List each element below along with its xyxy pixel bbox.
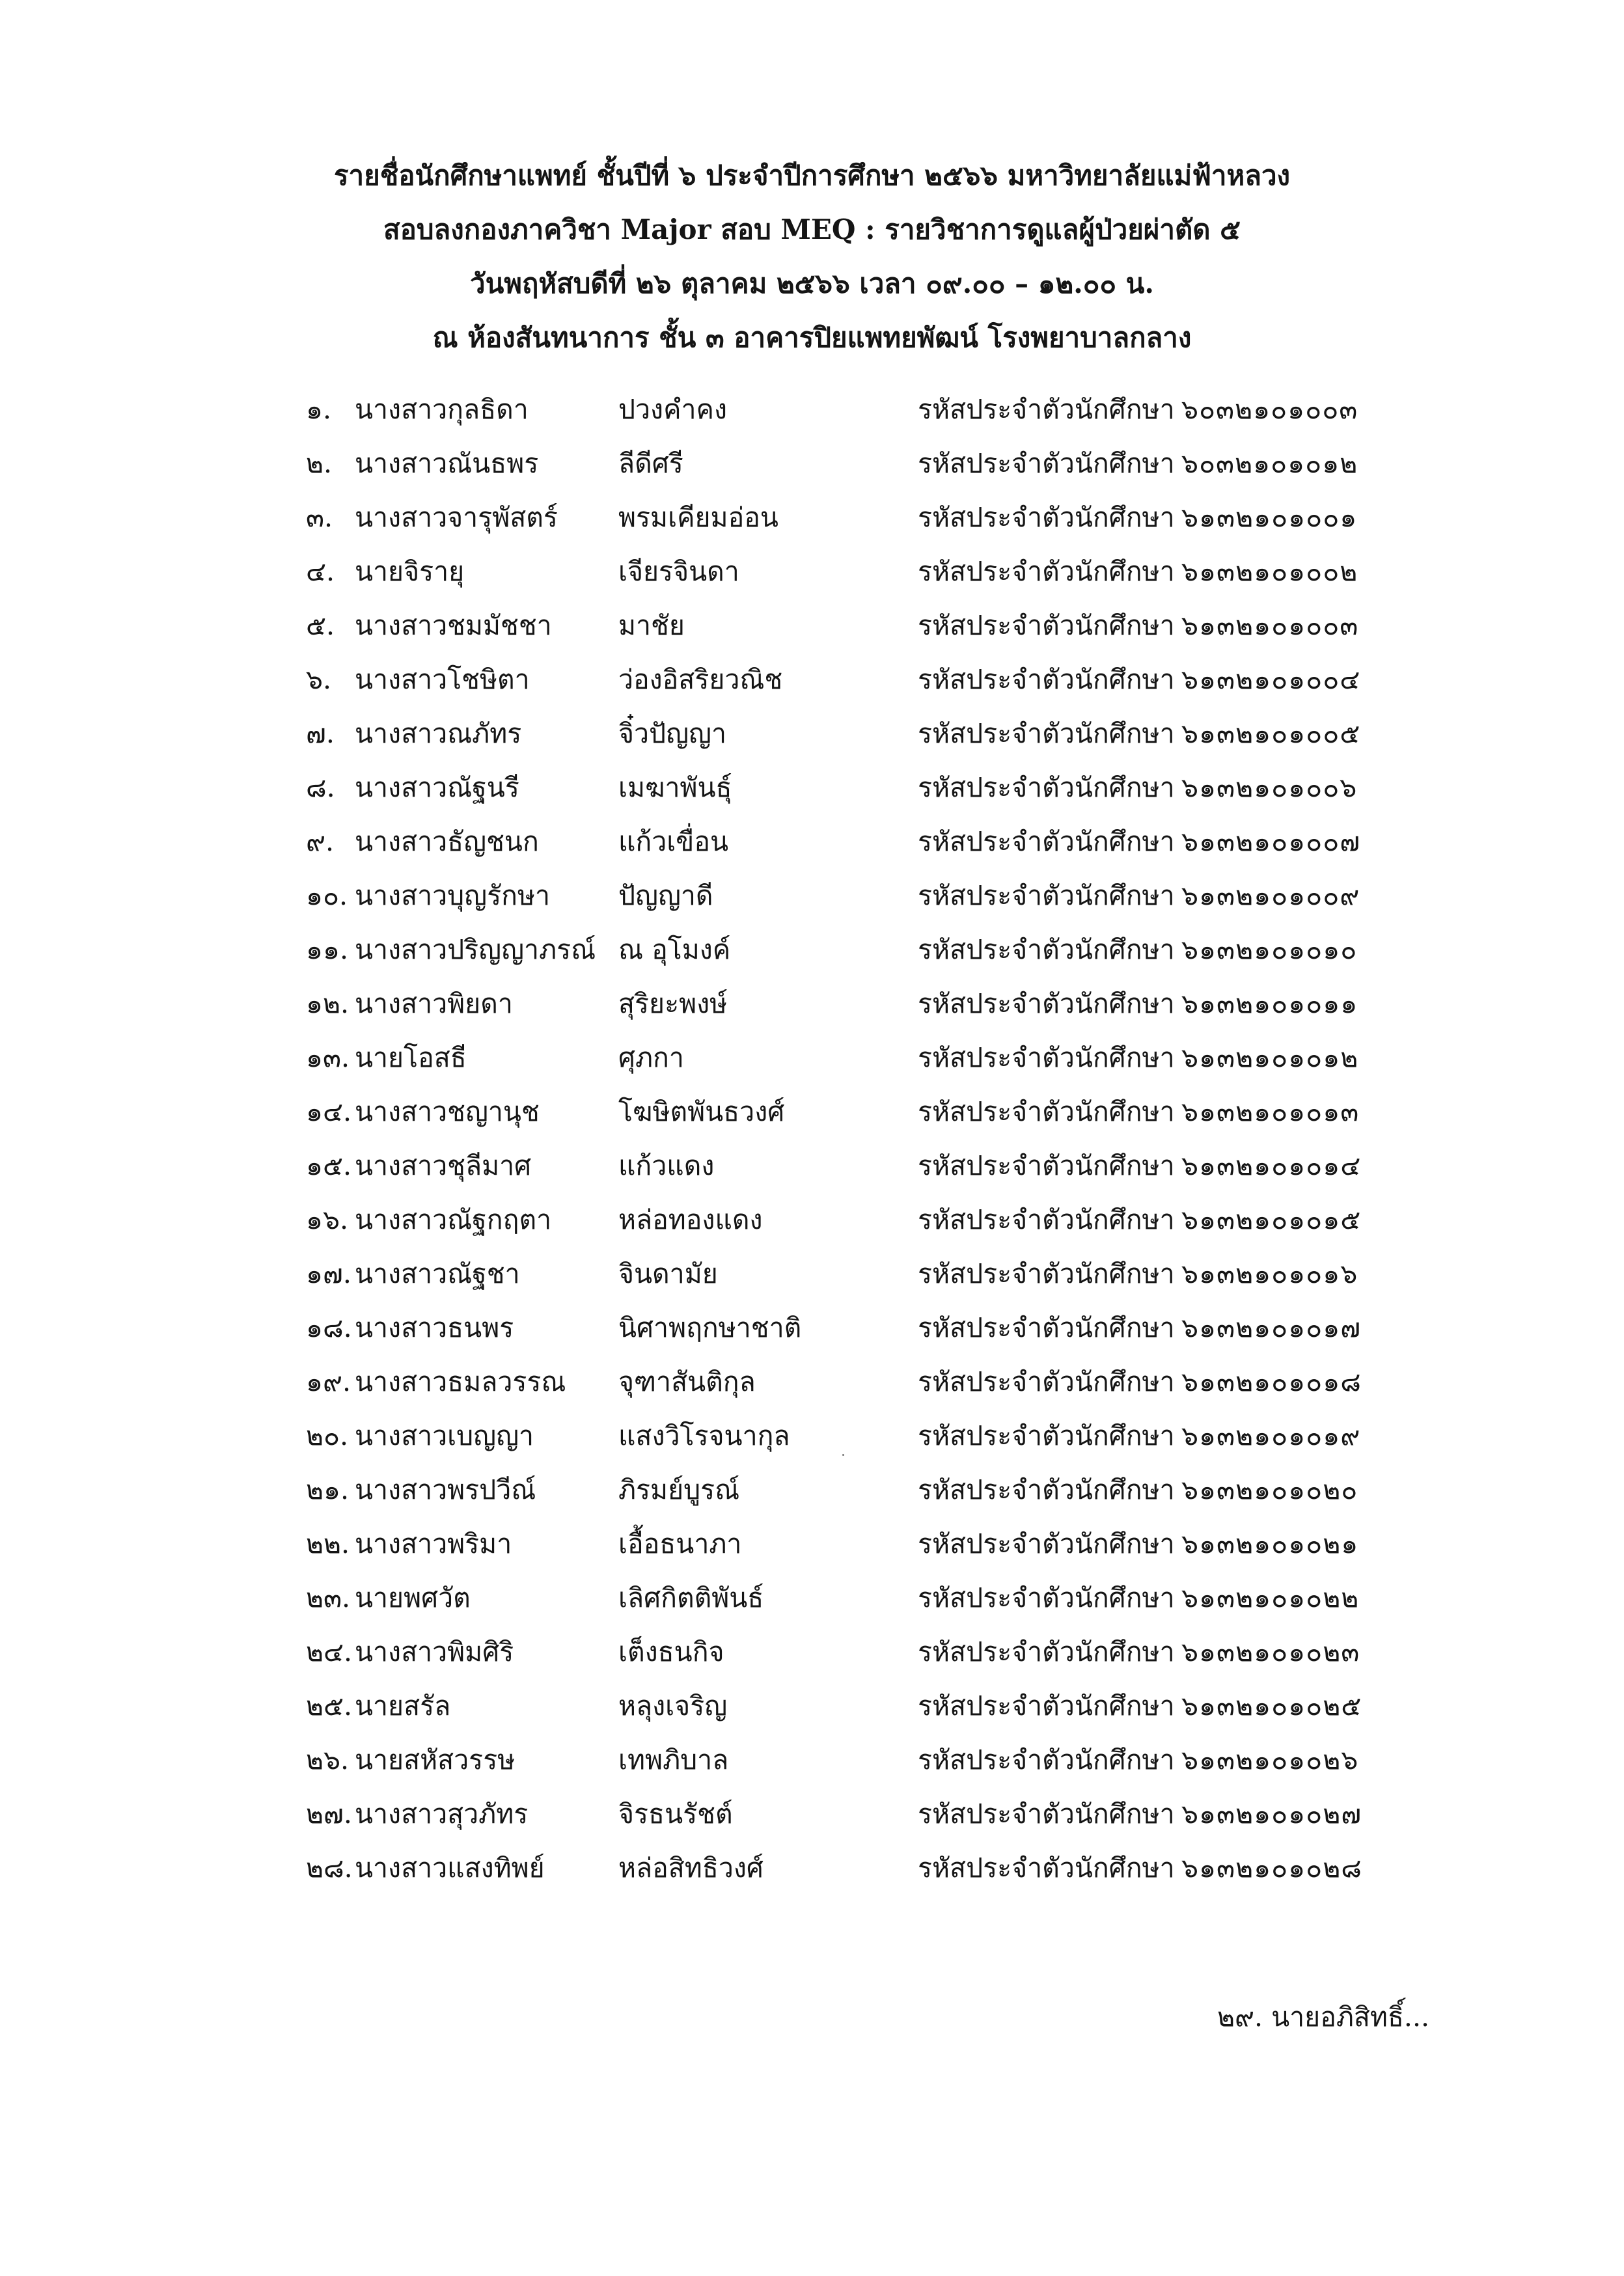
student-id-label: รหัสประจำตัวนักศึกษา bbox=[918, 610, 1175, 641]
student-surname: เทพภิบาล bbox=[618, 1744, 729, 1776]
student-id-label: รหัสประจำตัวนักศึกษา bbox=[918, 1096, 1175, 1127]
student-id: ๖๑๓๒๑๐๑๐๒๗ bbox=[1181, 1798, 1362, 1830]
row-number: ๑๐. bbox=[306, 880, 348, 911]
row-number: ๓. bbox=[306, 502, 333, 533]
student-name: นางสาวแสงทิพย์ bbox=[355, 1852, 545, 1884]
row-number: ๒๔. bbox=[306, 1636, 353, 1667]
row-number: ๑๗. bbox=[306, 1258, 351, 1289]
row-number: ๑๘. bbox=[306, 1312, 352, 1343]
continuation-note: ๒๙. นายอภิสิทธิ์... bbox=[1217, 2001, 1430, 2033]
student-surname: ณ อุโมงค์ bbox=[618, 934, 731, 965]
student-surname: หลุงเจริญ bbox=[618, 1690, 728, 1721]
student-name: นางสาวณัฐชา bbox=[355, 1258, 520, 1289]
student-name: นางสาวจารุพัสตร์ bbox=[355, 502, 558, 533]
student-surname: เจียรจินดา bbox=[618, 556, 739, 587]
row-number: ๕. bbox=[306, 610, 335, 641]
list-item bbox=[0, 869, 1624, 923]
student-surname: ลีดีศรี bbox=[618, 448, 683, 479]
list-item bbox=[0, 1517, 1624, 1571]
list-item bbox=[0, 1733, 1624, 1787]
list-item bbox=[0, 1301, 1624, 1355]
student-name: นางสาวณภัทร bbox=[355, 718, 522, 749]
list-item bbox=[0, 653, 1624, 707]
list-item bbox=[0, 1085, 1624, 1139]
row-number: ๙. bbox=[306, 826, 335, 857]
student-surname: เลิศกิตติพันธ์ bbox=[618, 1582, 764, 1613]
student-id: ๖๑๓๒๑๐๑๐๒๓ bbox=[1181, 1636, 1360, 1667]
row-number: ๒๓. bbox=[306, 1582, 351, 1613]
student-id-label: รหัสประจำตัวนักศึกษา bbox=[918, 1744, 1175, 1776]
student-surname: แสงวิโรจนากุล bbox=[618, 1420, 790, 1451]
student-name: นายพศวัต bbox=[355, 1582, 471, 1613]
student-id-label: รหัสประจำตัวนักศึกษา bbox=[918, 394, 1175, 425]
student-id: ๖๑๓๒๑๐๑๐๐๑ bbox=[1181, 502, 1358, 533]
student-name: นางสาวปริญญาภรณ์ bbox=[355, 934, 596, 965]
student-id: ๖๑๓๒๑๐๑๐๑๑ bbox=[1181, 988, 1358, 1019]
student-surname: แก้วแดง bbox=[618, 1150, 715, 1181]
student-id: ๖๑๓๒๑๐๑๐๒๐ bbox=[1181, 1474, 1358, 1505]
list-item bbox=[0, 1571, 1624, 1625]
student-id: ๖๑๓๒๑๐๑๐๑๒ bbox=[1181, 1042, 1359, 1073]
student-name: นายจิรายุ bbox=[355, 556, 465, 587]
row-number: ๑. bbox=[306, 394, 332, 425]
student-surname: หล่อสิทธิวงศ์ bbox=[618, 1852, 764, 1884]
student-name: นายสหัสวรรษ bbox=[355, 1744, 516, 1776]
student-name: นางสาวชมมัชชา bbox=[355, 610, 552, 641]
student-name: นางสาวพิมศิริ bbox=[355, 1636, 514, 1667]
student-name: นางสาวพิยดา bbox=[355, 988, 513, 1019]
student-id: ๖๑๓๒๑๐๑๐๒๒ bbox=[1181, 1582, 1360, 1613]
student-id: ๖๑๓๒๑๐๑๐๐๖ bbox=[1181, 772, 1358, 803]
row-number: ๑๓. bbox=[306, 1042, 350, 1073]
student-id: ๖๑๓๒๑๐๑๐๐๓ bbox=[1181, 610, 1359, 641]
student-id-label: รหัสประจำตัวนักศึกษา bbox=[918, 934, 1175, 965]
list-item bbox=[0, 1841, 1624, 1895]
row-number: ๒๐. bbox=[306, 1420, 349, 1451]
list-item bbox=[0, 1463, 1624, 1517]
student-name: นางสาวธมลวรรณ bbox=[355, 1366, 566, 1397]
row-number: ๒๕. bbox=[306, 1690, 353, 1721]
list-item bbox=[0, 383, 1624, 437]
list-item bbox=[0, 923, 1624, 977]
student-id: ๖๑๓๒๑๐๑๐๑๗ bbox=[1181, 1312, 1362, 1343]
student-id: ๖๑๓๒๑๐๑๐๒๕ bbox=[1181, 1690, 1362, 1721]
student-id: ๖๑๓๒๑๐๑๐๑๕ bbox=[1181, 1204, 1362, 1235]
student-name: นายสรัล bbox=[355, 1690, 451, 1721]
student-id: ๖๑๓๒๑๐๑๐๐๙ bbox=[1181, 880, 1360, 911]
student-name: นายโอสธี bbox=[355, 1042, 467, 1073]
list-item bbox=[0, 977, 1624, 1031]
student-id-label: รหัสประจำตัวนักศึกษา bbox=[918, 1150, 1175, 1181]
student-id-label: รหัสประจำตัวนักศึกษา bbox=[918, 718, 1175, 749]
list-item bbox=[0, 491, 1624, 545]
student-id-label: รหัสประจำตัวนักศึกษา bbox=[918, 1636, 1175, 1667]
row-number: ๒๑. bbox=[306, 1474, 350, 1505]
student-surname: สุริยะพงษ์ bbox=[618, 988, 728, 1019]
student-surname: หล่อทองแดง bbox=[618, 1204, 763, 1235]
list-item bbox=[0, 437, 1624, 491]
student-surname: จิ๋วปัญญา bbox=[618, 718, 726, 749]
list-item bbox=[0, 1679, 1624, 1733]
student-surname: ว่องอิสริยวณิช bbox=[618, 664, 783, 695]
row-number: ๑๙. bbox=[306, 1366, 351, 1397]
row-number: ๑๖. bbox=[306, 1204, 349, 1235]
list-item bbox=[0, 707, 1624, 761]
student-name: นางสาวกุลธิดา bbox=[355, 394, 529, 425]
scan-speck bbox=[842, 1454, 844, 1456]
row-number: ๑๒. bbox=[306, 988, 350, 1019]
student-name: นางสาวณันธพร bbox=[355, 448, 539, 479]
student-id: ๖๑๓๒๑๐๑๐๒๑ bbox=[1181, 1528, 1359, 1559]
student-id-label: รหัสประจำตัวนักศึกษา bbox=[918, 1852, 1175, 1884]
student-list bbox=[0, 383, 1624, 1895]
row-number: ๗. bbox=[306, 718, 335, 749]
list-item bbox=[0, 599, 1624, 653]
student-id-label: รหัสประจำตัวนักศึกษา bbox=[918, 1582, 1175, 1613]
student-id-label: รหัสประจำตัวนักศึกษา bbox=[918, 826, 1175, 857]
student-id: ๖๑๓๒๑๐๑๐๐๕ bbox=[1181, 718, 1361, 749]
student-id-label: รหัสประจำตัวนักศึกษา bbox=[918, 556, 1175, 587]
student-id-label: รหัสประจำตัวนักศึกษา bbox=[918, 1528, 1175, 1559]
student-id: ๖๑๓๒๑๐๑๐๒๘ bbox=[1181, 1852, 1362, 1884]
list-item bbox=[0, 1625, 1624, 1679]
student-id: ๖๑๓๒๑๐๑๐๑๙ bbox=[1181, 1420, 1361, 1451]
student-surname: ภิรมย์บูรณ์ bbox=[618, 1474, 740, 1505]
student-surname: นิศาพฤกษาชาติ bbox=[618, 1312, 802, 1343]
student-id: ๖๑๓๒๑๐๑๐๐๗ bbox=[1181, 826, 1361, 857]
student-surname: ศุภกา bbox=[618, 1042, 684, 1073]
row-number: ๒๒. bbox=[306, 1528, 350, 1559]
student-name: นางสาวชุลีมาศ bbox=[355, 1150, 532, 1181]
student-surname: ปวงคำคง bbox=[618, 394, 727, 425]
list-item bbox=[0, 1193, 1624, 1247]
student-id: ๖๐๓๒๑๐๑๐๐๓ bbox=[1181, 394, 1358, 425]
row-number: ๑๕. bbox=[306, 1150, 352, 1181]
student-name: นางสาวพรปวีณ์ bbox=[355, 1474, 536, 1505]
student-id: ๖๑๓๒๑๐๑๐๒๖ bbox=[1181, 1744, 1359, 1776]
student-surname: จุฑาสันติกุล bbox=[618, 1366, 756, 1397]
student-name: นางสาวโชษิตา bbox=[355, 664, 530, 695]
student-surname: จิรธนรัชต์ bbox=[618, 1798, 733, 1830]
student-name: นางสาวณัฐกฤตา bbox=[355, 1204, 552, 1235]
list-item bbox=[0, 1787, 1624, 1841]
student-id: ๖๑๓๒๑๐๑๐๐๔ bbox=[1181, 664, 1361, 695]
student-surname: โฆษิตพันธวงศ์ bbox=[618, 1096, 785, 1127]
row-number: ๘. bbox=[306, 772, 335, 803]
student-name: นางสาวบุญรักษา bbox=[355, 880, 550, 911]
student-surname: จินดามัย bbox=[618, 1258, 718, 1289]
student-id-label: รหัสประจำตัวนักศึกษา bbox=[918, 880, 1175, 911]
student-id-label: รหัสประจำตัวนักศึกษา bbox=[918, 988, 1175, 1019]
list-item bbox=[0, 545, 1624, 599]
list-item bbox=[0, 1031, 1624, 1085]
student-surname: แก้วเขื่อน bbox=[618, 826, 728, 857]
student-name: นางสาวธัญชนก bbox=[355, 826, 539, 857]
student-id: ๖๑๓๒๑๐๑๐๑๖ bbox=[1181, 1258, 1358, 1289]
student-surname: เต็งธนกิจ bbox=[618, 1636, 724, 1667]
student-surname: พรมเคียมอ่อน bbox=[618, 502, 778, 533]
student-id-label: รหัสประจำตัวนักศึกษา bbox=[918, 1690, 1175, 1721]
student-name: นางสาวเบญญา bbox=[355, 1420, 534, 1451]
student-id-label: รหัสประจำตัวนักศึกษา bbox=[918, 664, 1175, 695]
student-id: ๖๑๓๒๑๐๑๐๐๒ bbox=[1181, 556, 1358, 587]
student-id-label: รหัสประจำตัวนักศึกษา bbox=[918, 1258, 1175, 1289]
student-id-label: รหัสประจำตัวนักศึกษา bbox=[918, 448, 1175, 479]
student-id: ๖๑๓๒๑๐๑๐๑๐ bbox=[1181, 934, 1358, 965]
student-name: นางสาวสุวภัทร bbox=[355, 1798, 529, 1830]
header-date-line: วันพฤหัสบดีที่ ๒๖ ตุลาคม ๒๕๖๖ เวลา ๐๙.๐๐ – ๑๒.๐๐ น. bbox=[470, 267, 1154, 299]
row-number: ๔. bbox=[306, 556, 335, 587]
document-header bbox=[0, 148, 1624, 364]
list-item bbox=[0, 1409, 1624, 1463]
student-id-label: รหัสประจำตัวนักศึกษา bbox=[918, 1312, 1175, 1343]
student-id: ๖๑๓๒๑๐๑๐๑๔ bbox=[1181, 1150, 1362, 1181]
row-number: ๑๑. bbox=[306, 934, 349, 965]
student-name: นางสาวพริมา bbox=[355, 1528, 512, 1559]
student-id-label: รหัสประจำตัวนักศึกษา bbox=[918, 772, 1175, 803]
student-id-label: รหัสประจำตัวนักศึกษา bbox=[918, 1474, 1175, 1505]
list-item bbox=[0, 1247, 1624, 1301]
student-name: นางสาวณัฐนรี bbox=[355, 772, 519, 803]
list-item bbox=[0, 1355, 1624, 1409]
student-id-label: รหัสประจำตัวนักศึกษา bbox=[918, 1420, 1175, 1451]
row-number: ๒๗. bbox=[306, 1798, 352, 1830]
student-id: ๖๐๓๒๑๐๑๐๑๒ bbox=[1181, 448, 1358, 479]
student-surname: เมฆาพันธุ์ bbox=[618, 772, 732, 803]
student-id-label: รหัสประจำตัวนักศึกษา bbox=[918, 1366, 1175, 1397]
row-number: ๒. bbox=[306, 448, 333, 479]
row-number: ๑๔. bbox=[306, 1096, 352, 1127]
list-item bbox=[0, 1139, 1624, 1193]
list-item bbox=[0, 815, 1624, 869]
student-id-label: รหัสประจำตัวนักศึกษา bbox=[918, 1042, 1175, 1073]
header-location-line: ณ ห้องสันทนาการ ชั้น ๓ อาคารปิยแพทยพัฒน์ โรงพยาบาลกลาง bbox=[432, 322, 1192, 353]
student-surname: ปัญญาดี bbox=[618, 880, 713, 911]
row-number: ๒๖. bbox=[306, 1744, 350, 1776]
row-number: ๖. bbox=[306, 664, 332, 695]
student-surname: เอื้อธนาภา bbox=[618, 1528, 742, 1559]
row-number: ๒๘. bbox=[306, 1852, 353, 1884]
student-surname: มาชัย bbox=[618, 610, 685, 641]
student-name: นางสาวชญานุช bbox=[355, 1096, 540, 1127]
student-id-label: รหัสประจำตัวนักศึกษา bbox=[918, 1798, 1175, 1830]
student-id: ๖๑๓๒๑๐๑๐๑๘ bbox=[1181, 1366, 1362, 1397]
header-exam-line: สอบลงกองภาควิชา Major สอบ MEQ : รายวิชาการดูแลผู้ป่วยผ่าตัด ๕ bbox=[383, 213, 1241, 245]
header-title-line: รายชื่อนักศึกษาแพทย์ ชั้นปีที่ ๖ ประจำปีการศึกษา ๒๕๖๖ มหาวิทยาลัยแม่ฟ้าหลวง bbox=[333, 159, 1291, 191]
student-name: นางสาวธนพร bbox=[355, 1312, 514, 1343]
list-item bbox=[0, 761, 1624, 815]
student-id: ๖๑๓๒๑๐๑๐๑๓ bbox=[1181, 1096, 1360, 1127]
student-id-label: รหัสประจำตัวนักศึกษา bbox=[918, 502, 1175, 533]
student-id-label: รหัสประจำตัวนักศึกษา bbox=[918, 1204, 1175, 1235]
